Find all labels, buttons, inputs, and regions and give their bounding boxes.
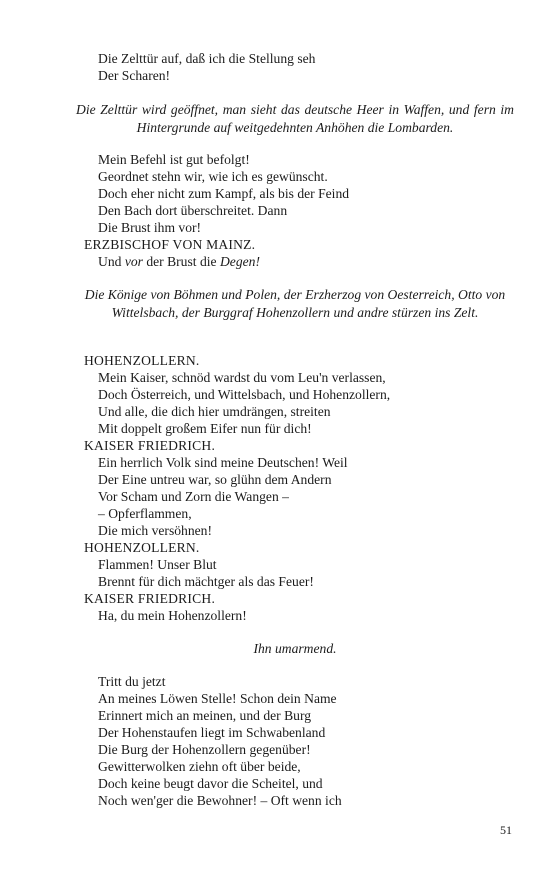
verse-line: Noch wen'ger die Bewohner! – Oft wenn ich bbox=[98, 793, 342, 808]
stage-direction: Die Zelttür wird geöffnet, man sieht das deutsche Heer in Waffen, und fern im Hintergrunde auf weitgedehnten Anhöhen die Lombarden. bbox=[76, 102, 514, 135]
verse-line: Die Brust ihm vor! bbox=[98, 220, 202, 235]
verse-line-mixed bbox=[98, 253, 260, 270]
verse-text: Und bbox=[98, 254, 125, 269]
verse-line: Mein Kaiser, schnöd wardst du vom Leu'n verlassen, bbox=[98, 370, 386, 385]
verse-line: Die Zelttür auf, daß ich die Stellung seh bbox=[98, 51, 316, 66]
verse-line: Doch eher nicht zum Kampf, als bis der Feind bbox=[98, 186, 350, 201]
speaker-name: HOHENZOLLERN. bbox=[84, 540, 200, 555]
verse-line: Der Scharen! bbox=[98, 68, 171, 83]
page-number: 51 bbox=[500, 823, 512, 837]
verse-line: Ha, du mein Hohenzollern! bbox=[98, 608, 247, 623]
verse-line: Den Bach dort überschreitet. Dann bbox=[98, 203, 288, 218]
verse-line: Gewitterwolken ziehn oft über beide, bbox=[98, 759, 301, 774]
stage-direction: Die Könige von Böhmen und Polen, der Erzherzog von Oesterreich, Otto von Wittelsbach, der Burggraf Hohenzollern und andre stürzen ins Zelt. bbox=[84, 287, 506, 320]
speaker-name: ERZBISCHOF VON MAINZ. bbox=[84, 237, 256, 252]
verse-line: Die Burg der Hohenzollern gegenüber! bbox=[98, 742, 311, 757]
verse-line: Doch Österreich, und Wittelsbach, und Hohenzollern, bbox=[98, 387, 391, 402]
speaker-name: HOHENZOLLERN. bbox=[84, 353, 200, 368]
speaker-name: KAISER FRIEDRICH. bbox=[84, 591, 216, 606]
verse-line: – Opferflammen, bbox=[98, 506, 192, 521]
verse-line: Der Eine untreu war, so glühn dem Andern bbox=[98, 472, 332, 487]
verse-text: der Brust die bbox=[142, 254, 220, 269]
verse-line: Mein Befehl ist gut befolgt! bbox=[98, 152, 250, 167]
stage-direction: Ihn umarmend. bbox=[253, 641, 337, 656]
verse-line: Geordnet stehn wir, wie ich es gewünscht. bbox=[98, 169, 328, 184]
verse-line: Brennt für dich mächtger als das Feuer! bbox=[98, 574, 314, 589]
verse-line: Und alle, die dich hier umdrängen, streiten bbox=[98, 404, 331, 419]
verse-line: Vor Scham und Zorn die Wangen – bbox=[98, 489, 289, 504]
verse-text-emphasis: vor bbox=[124, 254, 143, 269]
verse-line: Die mich versöhnen! bbox=[98, 523, 213, 538]
verse-line: Ein herrlich Volk sind meine Deutschen! Weil bbox=[98, 455, 348, 470]
verse-line: Der Hohenstaufen liegt im Schwabenland bbox=[98, 725, 326, 740]
verse-text-emphasis: Degen! bbox=[219, 254, 260, 269]
verse-line: Tritt du jetzt bbox=[98, 674, 166, 689]
verse-line: Flammen! Unser Blut bbox=[98, 557, 217, 572]
verse-line: Mit doppelt großem Eifer nun für dich! bbox=[98, 421, 312, 436]
speaker-name: KAISER FRIEDRICH. bbox=[84, 438, 216, 453]
verse-line: An meines Löwen Stelle! Schon dein Name bbox=[98, 691, 337, 706]
verse-line: Erinnert mich an meinen, und der Burg bbox=[98, 708, 312, 723]
verse-line: Doch keine beugt davor die Scheitel, und bbox=[98, 776, 323, 791]
